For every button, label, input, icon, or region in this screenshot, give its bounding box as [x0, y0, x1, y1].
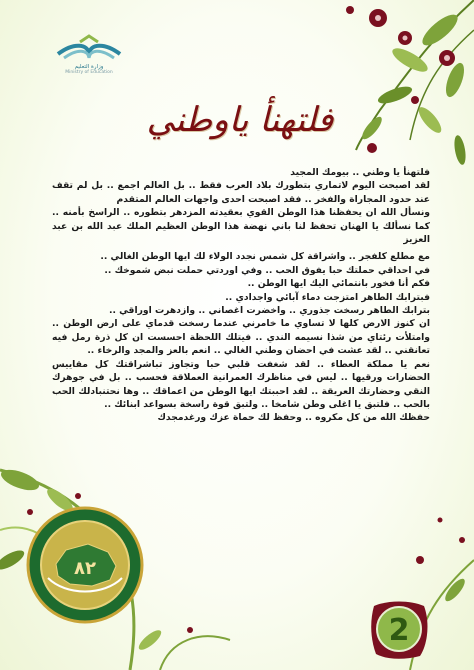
- paragraph: فكم أنا فخور بانتمائي اليك ايها الوطن ..: [247, 278, 430, 290]
- paragraph: بترابك الطاهر رسخت جذوري .. واخضرت اغصاني .. وازدهرت اوراقي ..: [108, 305, 430, 317]
- national-day-badge: [26, 506, 144, 624]
- page-title: فلتهنأ ياوطني: [146, 100, 334, 140]
- paragraph: ان كنوز الارض كلها لا تساوي ما خامرني عندما رسخت قدماي على ارض الوطن .. وامتلأت رئتاي من شذا نسيمه الندي .. فيتلك اللحظة احسست ان كل ذرة رمل فيه تعانقني .. لقد عشت في احضان وطني الغالي .. انعم بالعز والمجد والرخاء ..: [52, 318, 430, 357]
- paragraph: في احداقي حملتك حبا يفوق الحب .. وفي اوردتي حملت نبض شموخك ..: [104, 264, 430, 276]
- paragraph: لقد اصبحت اليوم لاتماري بتطورك بلاد العرب فقط .. بل العالم اجمع .. بل لم تقف عند حدود المجاراة والفخر .. فقد اصبحت احدى واجهات العالم المتقدم: [52, 180, 430, 205]
- ministry-logo: [44, 28, 134, 76]
- page-number-badge: [368, 598, 430, 660]
- paragraph: نعم يا مملكة العطاء .. لقد شغفت قلبي حبا وتجاوز تباشراقتك كل مقاييس الحضارات ورقيها .. ليس في مناظرك العمرانية العملاقة فحسب .. بل في جوهرك النقي وحضارتك العريقة .. لقد احببتك ايها الوطن من اعماقك .. وها نحتنبادلك الحب بالحب .. فلتبق يا اغلى وطن شامخا .. ولتبق قوة راسخة بسواعد ابنائك ..: [52, 358, 430, 410]
- national-day-emblem: [26, 506, 144, 624]
- paragraph: مع مطلع كلفجر .. واشراقة كل شمس نجدد الولاء لك ايها الوطن الغالي ..: [100, 251, 430, 263]
- body-text: [52, 166, 430, 425]
- paragraph: فبترابك الطاهر امتزجت دماء آبائي واجدادي ..: [225, 291, 430, 303]
- badge-number: ٨٢: [74, 558, 96, 579]
- ministry-name-ar: وزارة التعليم: [74, 64, 104, 70]
- paragraph: فلتهنأ يا وطني .. بيومك المجيد: [290, 167, 430, 178]
- paragraph: حفظك الله من كل مكروه .. وحفظ لك حماة عزك ورغدمجدك: [157, 412, 430, 424]
- ministry-name-en: Ministry of Education: [65, 70, 113, 75]
- page-number: 2: [388, 613, 410, 648]
- paragraph: ونسأل الله ان يحفظنا هذا الوطن القوي بعقيدته المزدهر بتطوره .. الراسخ بأمنه .. كما نسألك يا الهنان تحفظ لنا باني نهضة هذا الوطن العظيم الملك عبد الله بن عبد العزيز: [52, 207, 430, 246]
- book-icon: [44, 28, 134, 64]
